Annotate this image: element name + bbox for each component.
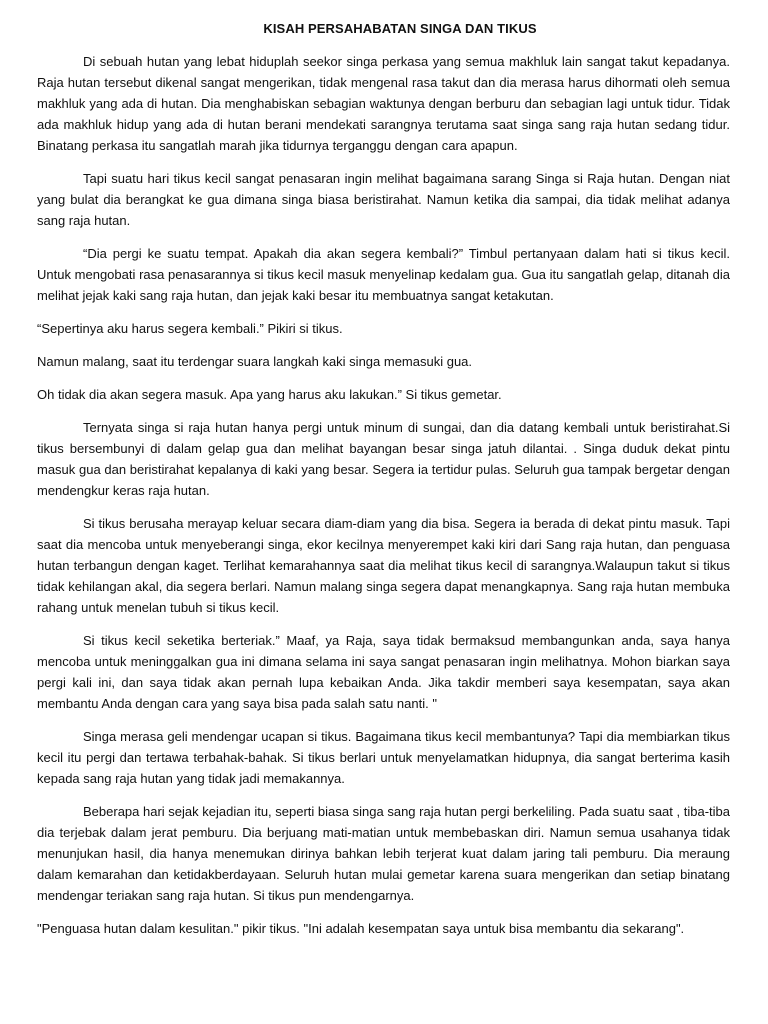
paragraph: Singa merasa geli mendengar ucapan si tikus. Bagaimana tikus kecil membantunya? Tapi dia membiarkan tikus kecil itu pergi dan tertawa terbahak-bahak. Si tikus berlari untuk menyelamatkan hidupnya, dia sangat berterima kasih kepada sang raja hutan yang tidak jadi memakannya. — [37, 729, 730, 786]
paragraph: Namun malang, saat itu terdengar suara langkah kaki singa memasuki gua. — [37, 354, 473, 369]
paragraph: Tapi suatu hari tikus kecil sangat penasaran ingin melihat bagaimana sarang Singa si Raja hutan. Dengan niat yang bulat dia berangkat ke gua dimana singa biasa beristirahat. Namun ketika dia sampai, dia tidak melihat adanya sang raja hutan. — [37, 171, 730, 228]
document-title: KISAH PERSAHABATAN SINGA DAN TIKUS — [263, 21, 537, 36]
paragraph: Oh tidak dia akan segera masuk. Apa yang harus aku lakukan.” Si tikus gemetar. — [37, 387, 502, 402]
paragraph: Di sebuah hutan yang lebat hiduplah seekor singa perkasa yang semua makhluk lain sangat takut kepadanya. Raja hutan tersebut dikenal sangat mengerikan, tidak mengenal rasa takut dan dia merasa harus dihormati oleh semua makhluk yang ada di hutan. Dia menghabiskan sebagian waktunya dengan berburu dan sebagian lagi untuk tidur. Tidak ada makhluk hidup yang ada di hutan berani mendekati sarangnya terutama saat singa sang raja hutan sedang tidur. Binatang perkasa itu sangatlah marah jika tidurnya terganggu dengan cara apapun. — [37, 54, 730, 153]
paragraph: Beberapa hari sejak kejadian itu, seperti biasa singa sang raja hutan pergi berkeliling. Pada suatu saat , tiba-tiba dia terjebak dalam jerat pemburu. Dia berjuang mati-matian untuk membebaskan diri. Namun semua usahanya tidak menunjukan hasil, dia hanya menemukan dirinya bahkan lebih terjerat kuat dalam jaring tali pemburu. Dia meraung dalam kemarahan dan ketidakberdayaan. Seluruh hutan mulai gemetar karena suara mengerikan dan setiap binatang mendengar teriakan sang raja hutan. Si tikus pun mendengarnya. — [37, 804, 730, 903]
paragraph: “Sepertinya aku harus segera kembali.” Pikiri si tikus. — [37, 321, 343, 336]
paragraph: Ternyata singa si raja hutan hanya pergi untuk minum di sungai, dan dia datang kembali untuk beristirahat.Si tikus bersembunyi di dalam gelap gua dan melihat bayangan besar singa jatuh dilantai. . Singa duduk dekat pintu masuk gua dan beristirahat kepalanya di kaki yang besar. Segera ia tertidur pulas. Seluruh gua tampak bergetar dengan mendengkur keras raja hutan. — [37, 420, 730, 498]
document-body — [37, 51, 730, 951]
paragraph: Si tikus kecil seketika berteriak.” Maaf, ya Raja, saya tidak bermaksud membangunkan anda, saya hanya mencoba untuk meninggalkan gua ini dimana selama ini saya sangat penasaran ingin melihatnya. Mohon biarkan saya pergi kali ini, dan saya tidak akan pernah lupa kebaikan Anda. Jika takdir memberi saya kesempatan, saya akan membantu Anda dengan cara yang saya bisa pada salah satu nanti. " — [37, 633, 730, 711]
paragraph: "Penguasa hutan dalam kesulitan." pikir tikus. "Ini adalah kesempatan saya untuk bisa membantu dia sekarang". — [37, 921, 685, 936]
paragraph: “Dia pergi ke suatu tempat. Apakah dia akan segera kembali?” Timbul pertanyaan dalam hati si tikus kecil. Untuk mengobati rasa penasarannya si tikus kecil masuk menyelinap kedalam gua. Gua itu sangatlah gelap, ditanah dia melihat jejak kaki sang raja hutan, dan jejak kaki besar itu membuatnya sangat ketakutan. — [37, 246, 730, 303]
paragraph: Si tikus berusaha merayap keluar secara diam-diam yang dia bisa. Segera ia berada di dekat pintu masuk. Tapi saat dia mencoba untuk menyeberangi singa, ekor kecilnya menyerempet kaki kiri dari Sang raja hutan, dan penguasa hutan terbangun dengan kaget. Terlihat kemarahannya saat dia melihat tikus kecil di sarangnya.Walaupun takut si tikus tidak kehilangan akal, dia segera berlari. Namun malang singa segera dapat menangkapnya. Sang raja hutan membuka rahang untuk menelan tubuh si tikus kecil. — [37, 516, 730, 615]
